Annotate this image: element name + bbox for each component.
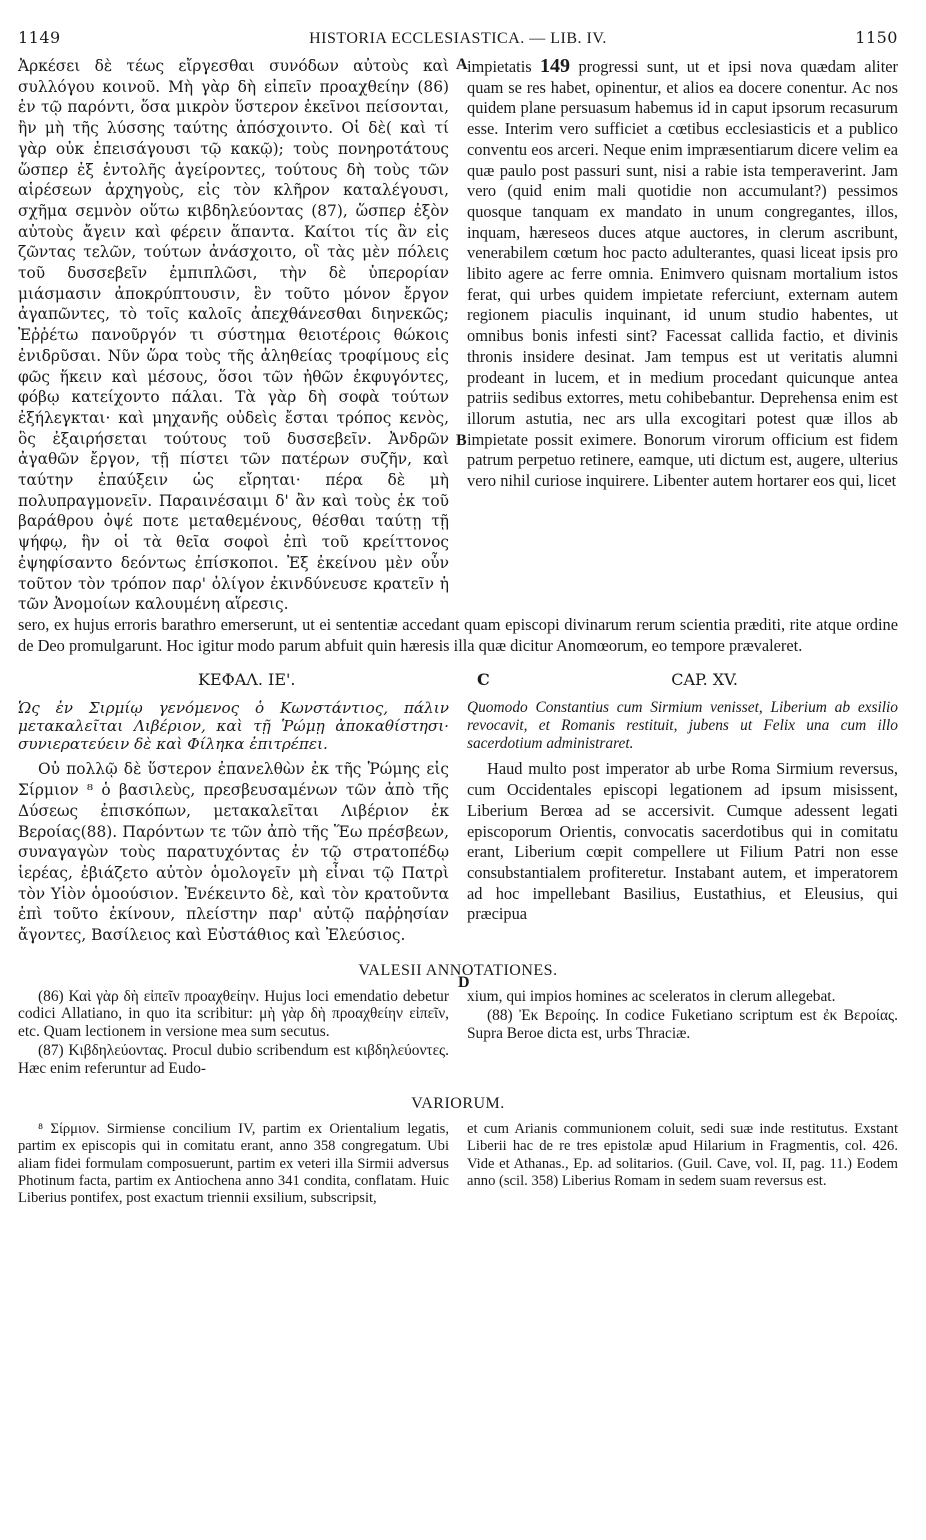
main-text-columns [18,56,898,615]
running-head [18,28,898,56]
latin-text-start: impietatis [467,57,532,76]
latin-chapter-summary: Quomodo Constantius cum Sirmium venisset, Liberium ab exsilio revocavit, et Romanis restituit, jubens ut Felix una cum illo sacerdotium administraret. [467,699,898,753]
annotations-columns [18,973,898,1080]
annotations-right [459,988,898,1080]
variorum-note-right: et cum Arianis communionem coluit, sedi suæ inde restitutus. Exstant Liberii hac de re tres epistolæ apud Hilarium in Fragmentis, col. 426. Vide et Athanas., Ep. ad solitarios. (Guil. Cave, vol. II, pag. 11.) Eodem anno (scil. 358) Liberius Romam in sedem suam reversus est. [467,1121,898,1189]
greek-column [18,56,459,615]
latin-chapter-text: Haud multo post imperator ab urbe Roma Sirmium reversus, cum Occidentales episcopi legationem ad ipsum misissent, Liberium Berœa ad se accersivit. Cumque adessent legati episcoporum Orientis, convocatis sacerdotibus qui in comitatu erant, Liberium cœpit compellere ut Filium Patri non esse consubstantialem profiteretur. Instabant autem, et imperatorem ad hoc impellebant Basilius, Eustathius, et Eleusius, qui præcipua [467,759,898,924]
note-86: (86) Καὶ γὰρ δὴ εἰπεῖν προαχθείην. Hujus loci emendatio debetur codici Allatiano, in quo ita scribitur: μὴ γὰρ δὴ προαχθείην εἰπεῖν, etc. Quam lectionem in versione mea sum secutus. [18,987,449,1040]
latin-text-body: progressi sunt, ut et ipsi nova quædam aliter quam se res habet, opinentur, et alios ea docere conentur. Ac nos quidem plane persuasum habemus id in caput ipsorum recasurum esse. Interim vero sufficiet a cœtibus ecclesiasticis et a publico conventu eos arceri. Neque enim impræsentiarum dicere velim ea quæ paulo post passuri sunt, nisi a rabie ista temperaverint. Jam vero (quid enim mali quotidie non accumulant?) pessimos quosque tanquam ex mandato in unum congregantes, illos, inquam, hæreseos duces atque auctores, in clerum ascribunt, venerabilem cœtum hoc pacto adulterantes, quasi liceat ipsis pro libito agere ac ferre omnia. Enimvero quisnam mortalium istos ferat, qui urbes quidem impietate referciunt, externam autem regionem piaculis inquinant, id unum studio habentes, ut omnibus bonis infesti sint? Facessat callida factio, et divinis thronis insidere desinat. Jam tempus est ut veritatis alumni prodeant in lucem, et in medium procedant quicunque antea patriis sedibus extorres, metu cohibebantur. Deprehensa enim est illorum astutia, nec ars ulla excogitari potest quæ illos ab impietate possit eximere. Bonorum virorum officium est fidem patrum perpetuo retinere, eamque, uti dictum est, augere, ulterius vero nihil curiose inquirere. Libenter autem hortarer eos qui, licet [467,57,898,491]
greek-chapter-column [18,689,459,945]
column-number: 149 [540,55,571,77]
latin-chapter-column [459,689,898,945]
note-88: (88) Ἐκ Βεροίης. In codice Fuketiano scriptum est ἐκ Βεροίας. Supra Beroe dicta est, urbs Thraciæ. [467,1007,898,1042]
latin-full-width-text: sero, ex hujus erroris barathro emerserunt, ut ei sententiæ accedant quam episcopi divinarum rerum scientia præditi, rite atque ordine de Deo promulgarunt. Hoc igitur modo parum abfuit quin hæresis illa quæ dicitur Anomœorum, eo tempore prævaleret. [18,614,898,655]
margin-marker-c: C [477,670,490,690]
chapter-headings [18,670,898,689]
greek-chapter-text: Οὐ πολλῷ δὲ ὕστερον ἐπανελθὼν ἐκ τῆς Ῥώμης εἰς Σίρμιον ⁸ ὁ βασιλεὺς, πρεσβευσαμένων τῶν ἀπὸ τῆς Δύσεως ἐπισκόπων, μετακαλεῖται Λιβέριον ἐκ Βεροίας(88). Παρόντων τε τῶν ἀπὸ τῆς Ἕω πρέσβεων, συναγαγὼν τοὺς παρατυχόντας ἐν τῷ στρατοπέδῳ ἱερέας, ἐβιάζετο αὐτὸν ὁμολογεῖν μὴ εἶναι τῷ Πατρὶ τὸν Υἱὸν ὁμοούσιον. Ἐνέκειντο δὲ, καὶ τὸν κρατοῦντα ἐπὶ τοῦτο ἐκίνουν, πλείστην παρ' αὐτῷ παῤῥησίαν ἄγοντες, Βασίλειος καὶ Εὐστάθιος καὶ Ἐλεύσιος. [18,760,449,945]
annotations-title: VALESII ANNOTATIONES. [358,961,558,979]
greek-chapter-summary: Ὡς ἐν Σιρμίῳ γενόμενος ὁ Κωνστάντιος, πάλιν μετακαλεῖται Λιβέριον, καὶ τῇ Ῥώμῃ ἀποκαθίστησι· συνιερατεύειν δὲ καὶ Φίληκα ἐπιτρέπει. [18,699,449,754]
note-87: (87) Κιβδηλεύοντας. Procul dubio scribendum est κιβδηλεύοντες. Hæc enim referuntur ad Eudo- [18,1042,449,1077]
variorum-right [459,1121,898,1209]
running-title: HISTORIA ECCLESIASTICA. — LIB. IV. [309,30,607,47]
latin-column [459,56,898,615]
note-87-continued: xium, qui impios homines ac sceleratos in clerum allegebat. [467,987,836,1005]
latin-chapter-heading: CAP. XV. [671,670,738,690]
margin-marker-d: D [458,973,470,991]
variorum-note-left: ⁸ Σίρμιον. Sirmiense concilium IV, partim ex Orientalium legatis, partim ex episcopis qui in comitatu erant, anno 358 congregatum. Ubi aliam fidei formulam composuerunt, partim ex veteri illa Sirmii adversus Photinum facta, partim ex Antiochena anno 341 condita, conflatam. Huic Liberius pontifex, post exactum triennii exsilium, subscripsit, [18,1121,449,1207]
page [18,28,898,1209]
right-page-number: 1150 [855,28,898,47]
greek-text: Ἀρκέσει δὲ τέως εἴργεσθαι συνόδων αὐτοὺς καὶ συλλόγου κοινοῦ. Μὴ γὰρ δὴ εἰπεῖν προαχθείην (86) ἐν τῷ παρόντι, ὅσα μικρὸν ὕστερον ἐκεῖνοι πείσονται, ἢν μὴ τῆς λύσσης ταύτης ἀπόσχοιντο. Οἱ δὲ( καὶ τί γὰρ οὐκ ἐπεισάγουσι τῷ κακῷ); τοὺς πονηροτάτους ὥσπερ ἐξ ἐντολῆς ἀγείροντες, τούτους δὴ τοὺς τῶν αἱρέσεων ἀρχηγοὺς, εἰς τὸν κλῆρον καταλέγουσι, σχῆμα σεμνὸν οὕτω κιβδηλεύοντας (87), ὥσπερ ἐξὸν αὐτοὺς ἄγειν καὶ φέρειν ἅπαντα. Καίτοι τίς ἂν εἰς ζῶντας τελῶν, τούτων ἀνάσχοιτο, οἳ τὰς μὲν πόλεις τοῦ δυσσεβεῖν ἐμπιπλῶσι, τὴν δὲ ὑπερορίαν μιάσμασιν ἀποκρύπτουσιν, ἓν τοῦτο μόνον ἔργον ἀγαπῶντες, τὸ τοῖς καλοῖς ἀπεχθάνεσθαι διηνεκῶς; Ἐῤῥέτω πανοῦργόν τι σύστημα θειοτέροις θώκοις ἐνιδρῦσαι. Νῦν ὥρα τοὺς τῆς ἀληθείας τροφίμους εἰς φῶς ἥκειν καὶ μέσους, ὅσοι τῶν ἠθῶν ἐκφυγόντες, φόβῳ κατείχοντο πάλαι. Τὰ γὰρ δὴ σοφὰ τούτων ἐξήλεγκται· καὶ μηχανῆς οὐδεὶς ἔσται τρόπος κενὸς, ὃς ἐξαιρήσεται τούτους τοῦ δυσσεβεῖν. Ἀνδρῶν ἀγαθῶν ἔργον, τῇ πίστει τῶν πατέρων συζῆν, καὶ ταύτην ἐπαύξειν ὡς εἴρηται· πέρα δὲ μὴ πολυπραγμονεῖν. Παραινέσαιμι δ' ἂν καὶ τοὺς ἐκ τοῦ βαράθρου ὀψέ ποτε μεταθεμένους, θέσθαι ταύτῃ τῇ ψήφῳ, ἣν οἱ τὰ θεῖα σοφοὶ ἐπὶ τοῦ κρείττονος ἐψηφίσαντο δεόντως ἐπίσκοποι. Ἐξ ἐκείνου μὲν οὖν τοῦτον τὸν τρόπον παρ' ὀλίγον ἐκινδύνευσε κρατεῖν ἡ τῶν Ἀνομοίων καλουμένη αἵρεσις. [18,57,449,614]
latin-text [467,56,898,492]
variorum-columns [18,1121,898,1209]
left-page-number: 1149 [18,28,61,47]
margin-marker-b: B [456,432,467,449]
variorum-title: VARIORUM. [411,1095,505,1113]
annotations-left [18,988,459,1080]
variorum-left [18,1121,459,1209]
margin-marker-a: A [456,56,468,73]
chapter-columns [18,689,898,945]
greek-chapter-heading: ΚΕΦΑΛ. ΙΕ'. [198,670,296,690]
